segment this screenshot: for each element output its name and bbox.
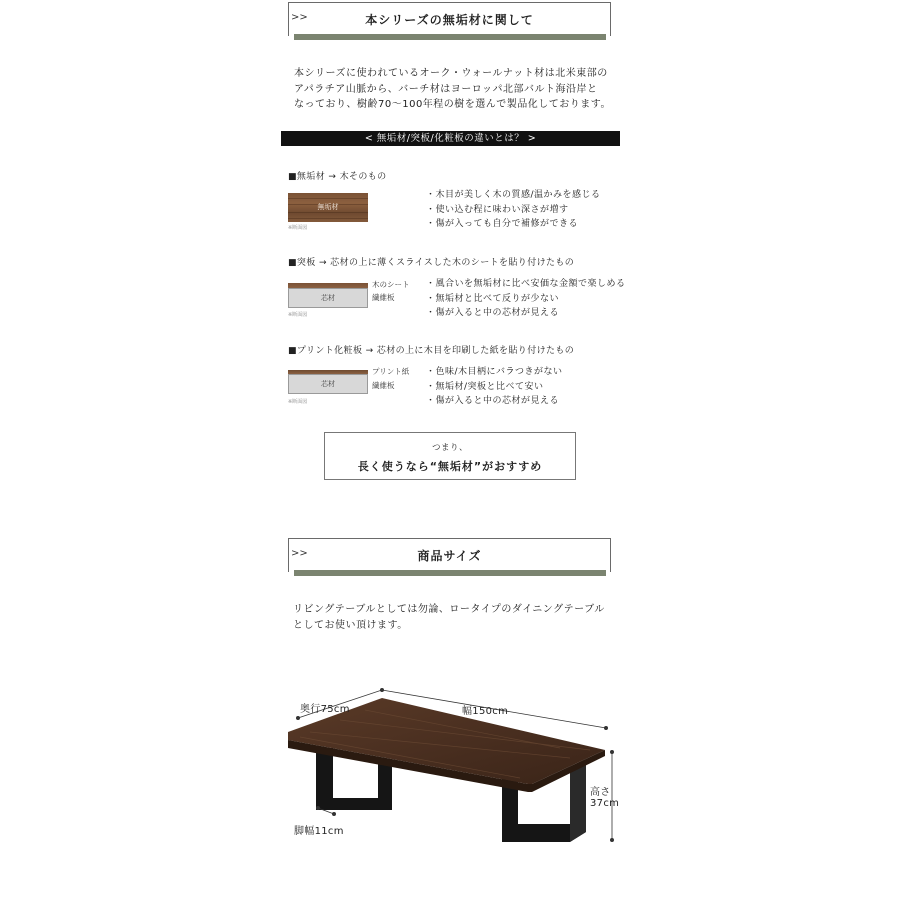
summary-recommendation: 長く使うなら“無垢材”がおすすめ	[357, 460, 543, 473]
intro-line: としてお使い頂けます。	[293, 619, 408, 631]
solid-wood-sample	[288, 193, 368, 222]
size-intro	[293, 602, 605, 633]
point: ・無垢材/突板と比べて安い	[426, 381, 544, 392]
point: ・木目が美しく木の質感/温かみを感じる	[426, 190, 601, 200]
core-layer: 芯材	[288, 374, 368, 394]
width-label: 幅150cm	[462, 706, 509, 717]
height-value: 37cm	[590, 798, 620, 809]
material-intro	[294, 66, 611, 113]
item-title-solid: ■無垢材 → 木そのもの	[288, 172, 387, 182]
intro-line: 本シリーズに使われているオーク・ウォールナット材は北米東部の	[294, 68, 608, 79]
header-underline-bar	[294, 570, 606, 576]
layer-label-top: プリント紙	[372, 367, 410, 376]
height-label: 高さ	[590, 787, 611, 798]
print-points	[426, 365, 563, 409]
point: ・無垢材と比べて反りが少ない	[426, 293, 560, 304]
item-title-veneer: ■突板 → 芯材の上に薄くスライスした木のシートを貼り付けたもの	[288, 258, 575, 268]
point: ・使い込む程に味わい深さが増す	[426, 204, 569, 215]
solid-points	[426, 188, 601, 232]
intro-line: アパラチア山脈から、バーチ材はヨーロッパ北部バルト海沿岸と	[294, 83, 598, 95]
point: ・風合いを無垢材に比べ安価な金額で楽しめる	[426, 279, 626, 289]
compare-heading-bar: < 無垢材/突板/化粧板の違いとは？ >	[281, 131, 620, 146]
intro-line: なっており、樹齢70〜100年程の樹を選んで製品化しております。	[294, 99, 612, 110]
section-header-size	[288, 538, 613, 582]
summary-box	[324, 432, 576, 480]
cross-section-note: ※断面図	[288, 399, 308, 405]
leg-width-label: 脚幅11cm	[294, 826, 344, 837]
layer-label-bottom: 繊維板	[372, 293, 395, 302]
section-title: 本シリーズの無垢材に関して	[365, 13, 534, 27]
double-chevron-icon: >>	[291, 12, 308, 23]
depth-label: 奥行75cm	[300, 704, 350, 715]
cross-section-note: ※断面図	[288, 225, 308, 231]
cross-section-note: ※断面図	[288, 312, 308, 318]
section-header-material	[288, 2, 613, 46]
point: ・傷が入ると中の芯材が見える	[426, 396, 560, 406]
sample-label: 無垢材	[317, 203, 339, 211]
item-title-print: ■プリント化粧板 → 芯材の上に木目を印刷した紙を貼り付けたもの	[288, 346, 575, 356]
intro-line: リビングテーブルとしては勿論、ロータイプのダイニングテーブル	[293, 604, 605, 615]
point: ・傷が入っても自分で補修ができる	[426, 219, 579, 229]
core-layer: 芯材	[288, 288, 368, 308]
section-title: 商品サイズ	[417, 549, 482, 563]
point: ・色味/木目柄にバラつきがない	[426, 367, 563, 377]
point: ・傷が入ると中の芯材が見える	[426, 308, 560, 318]
header-underline-bar	[294, 34, 606, 40]
veneer-points	[426, 277, 626, 321]
double-chevron-icon: >>	[291, 548, 308, 559]
layer-label-bottom: 繊維板	[372, 381, 395, 390]
summary-lead: つまり、	[431, 443, 468, 453]
layer-label-top: 木のシート	[372, 280, 410, 289]
